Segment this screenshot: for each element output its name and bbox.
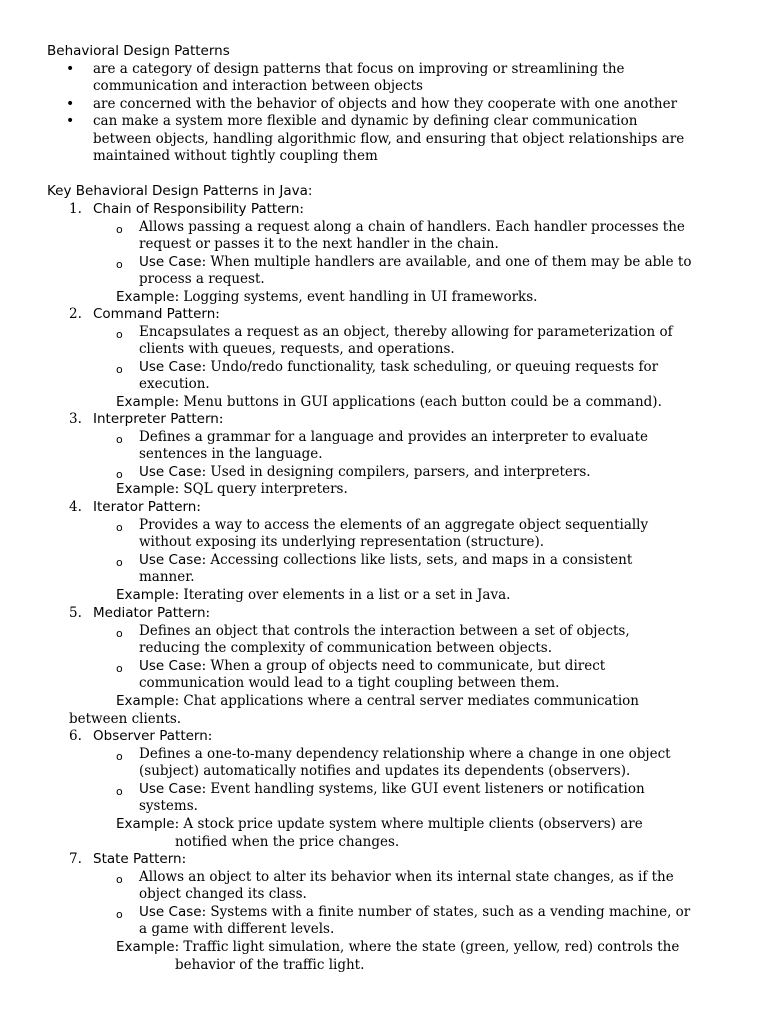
- pattern-description-line: Allows passing a request along a chain of handlers. Each handler processes the: [139, 218, 685, 235]
- sub-bullet-marker: o: [116, 520, 123, 534]
- use-case-line: [139, 254, 691, 272]
- use-case-line: [139, 658, 605, 676]
- use-case-line: process a request.: [139, 271, 265, 288]
- example-line: [116, 587, 510, 605]
- use-case-label: Use Case: [139, 657, 202, 674]
- use-case-text: : Undo/redo functionality, task scheduling, or queuing requests for: [201, 358, 659, 375]
- pattern-name-text: Interpreter Pattern: [93, 411, 219, 427]
- pattern-description-line: request or passes it to the next handler in the chain.: [139, 236, 499, 253]
- use-case-line: [139, 359, 658, 377]
- intro-bullet-3-line-2: between objects, handling algorithmic flow, and ensuring that object relationships are: [93, 131, 685, 147]
- pattern-name-text: Observer Pattern: [93, 728, 208, 744]
- pattern-number: 2.: [69, 306, 82, 322]
- bullet-marker: •: [66, 113, 75, 129]
- example-line: [116, 693, 639, 711]
- use-case-line: a game with different levels.: [139, 921, 335, 938]
- sub-bullet-marker: o: [116, 257, 123, 271]
- use-case-text: : Used in designing compilers, parsers, and interpreters.: [201, 463, 591, 480]
- pattern-name: Command Pattern:: [93, 306, 220, 322]
- example-line: between clients.: [69, 710, 182, 727]
- pattern-description-line: clients with queues, requests, and operations.: [139, 341, 455, 358]
- use-case-label: Use Case: [139, 253, 202, 270]
- sub-bullet-marker: o: [116, 872, 123, 886]
- sub-bullet-marker: o: [116, 784, 123, 798]
- sub-bullet-marker: o: [116, 362, 123, 376]
- pattern-description-line: object changed its class.: [139, 886, 307, 903]
- intro-title: Behavioral Design Patterns: [47, 43, 230, 59]
- key-patterns-heading: Key Behavioral Design Patterns in Java:: [47, 183, 313, 199]
- sub-bullet-marker: o: [116, 467, 123, 481]
- example-line: [116, 289, 537, 307]
- sub-bullet-marker: o: [116, 222, 123, 236]
- use-case-text: : Accessing collections like lists, sets, and maps in a consistent: [201, 551, 633, 568]
- use-case-label: Use Case: [139, 551, 202, 568]
- pattern-name: Interpreter Pattern:: [93, 411, 224, 427]
- intro-bullet-3-line-3: maintained without tightly coupling them: [93, 148, 378, 164]
- use-case-label: Use Case: [139, 780, 202, 797]
- pattern-description-line: Defines a grammar for a language and provides an interpreter to evaluate: [139, 428, 649, 445]
- intro-bullet-1-line-1: are a category of design patterns that focus on improving or streamlining the: [93, 61, 625, 77]
- example-label: Example: [116, 816, 175, 832]
- pattern-description-line: Defines a one-to-many dependency relationship where a change in one object: [139, 745, 671, 762]
- pattern-name-text: Chain of Responsibility Pattern: [93, 201, 300, 217]
- use-case-line: execution.: [139, 376, 210, 393]
- pattern-name-text: Command Pattern: [93, 306, 216, 322]
- pattern-name: Observer Pattern:: [93, 728, 213, 744]
- use-case-label: Use Case: [139, 463, 202, 480]
- use-case-label: Use Case: [139, 903, 202, 920]
- sub-bullet-marker: o: [116, 626, 123, 640]
- intro-bullet-1-line-2: communication and interaction between objects: [93, 78, 423, 94]
- use-case-line: systems.: [139, 798, 198, 815]
- sub-bullet-marker: o: [116, 555, 123, 569]
- pattern-description-line: Defines an object that controls the interaction between a set of objects,: [139, 622, 630, 639]
- example-line: [116, 481, 348, 499]
- example-label: Example: [116, 481, 175, 498]
- example-text: : Menu buttons in GUI applications (each button could be a command).: [174, 394, 662, 410]
- example-text: : A stock price update system where multiple clients (observers) are: [174, 816, 643, 832]
- example-text: : Iterating over elements in a list or a set in Java.: [174, 587, 511, 603]
- example-line: [116, 394, 662, 412]
- pattern-description-line: Allows an object to alter its behavior when its internal state changes, as if the: [139, 868, 674, 885]
- pattern-name: Mediator Pattern:: [93, 605, 211, 621]
- use-case-line: [139, 781, 645, 799]
- sub-bullet-marker: o: [116, 327, 123, 341]
- example-label: Example: [116, 394, 175, 410]
- use-case-line: [139, 904, 690, 922]
- pattern-description-line: Encapsulates a request as an object, thereby allowing for parameterization of: [139, 323, 673, 340]
- use-case-label: Use Case: [139, 358, 202, 375]
- example-text: : Traffic light simulation, where the state (green, yellow, red) controls the: [174, 939, 680, 955]
- example-line: notified when the price changes.: [175, 833, 400, 850]
- example-line: behavior of the traffic light.: [175, 956, 365, 973]
- use-case-line: [139, 552, 632, 570]
- pattern-description-line: (subject) automatically notifies and updates its dependents (observers).: [139, 763, 631, 780]
- use-case-text: : When multiple handlers are available, and one of them may be able to: [201, 253, 692, 270]
- bullet-marker: •: [66, 96, 75, 112]
- pattern-name: Iterator Pattern:: [93, 499, 201, 515]
- pattern-number: 4.: [69, 499, 82, 515]
- pattern-number: 5.: [69, 605, 82, 621]
- pattern-number: 3.: [69, 411, 82, 427]
- sub-bullet-marker: o: [116, 432, 123, 446]
- use-case-line: communication would lead to a tight coupling between them.: [139, 675, 560, 692]
- pattern-name-text: State Pattern: [93, 851, 182, 867]
- intro-bullet-2-line-1: are concerned with the behavior of objects and how they cooperate with one another: [93, 96, 678, 112]
- sub-bullet-marker: o: [116, 907, 123, 921]
- sub-bullet-marker: o: [116, 661, 123, 675]
- bullet-marker: •: [66, 61, 75, 77]
- example-label: Example: [116, 587, 175, 603]
- example-text: : Logging systems, event handling in UI frameworks.: [174, 289, 538, 305]
- example-line: [116, 939, 679, 957]
- pattern-name-text: Iterator Pattern: [93, 499, 197, 515]
- pattern-description-line: reducing the complexity of communication between objects.: [139, 640, 553, 657]
- intro-bullet-3-line-1: can make a system more flexible and dynamic by defining clear communication: [93, 113, 638, 129]
- pattern-description-line: without exposing its underlying representation (structure).: [139, 534, 545, 551]
- pattern-number: 1.: [69, 201, 82, 217]
- use-case-line: manner.: [139, 569, 195, 586]
- example-text: : SQL query interpreters.: [174, 481, 348, 498]
- use-case-line: [139, 464, 591, 482]
- pattern-number: 7.: [69, 851, 82, 867]
- pattern-name: State Pattern:: [93, 851, 187, 867]
- example-line: [116, 816, 643, 834]
- sub-bullet-marker: o: [116, 749, 123, 763]
- pattern-number: 6.: [69, 728, 82, 744]
- use-case-text: : Systems with a finite number of states, such as a vending machine, or: [201, 903, 691, 920]
- pattern-description-line: Provides a way to access the elements of an aggregate object sequentially: [139, 516, 649, 533]
- example-text: : Chat applications where a central server mediates communication: [174, 693, 639, 709]
- use-case-text: : When a group of objects need to communicate, but direct: [201, 657, 606, 674]
- example-label: Example: [116, 939, 175, 955]
- example-label: Example: [116, 693, 175, 709]
- example-label: Example: [116, 289, 175, 305]
- pattern-name-text: Mediator Pattern: [93, 605, 206, 621]
- pattern-description-line: sentences in the language.: [139, 446, 323, 463]
- use-case-text: : Event handling systems, like GUI event listeners or notification: [201, 780, 645, 797]
- pattern-name: Chain of Responsibility Pattern:: [93, 201, 304, 217]
